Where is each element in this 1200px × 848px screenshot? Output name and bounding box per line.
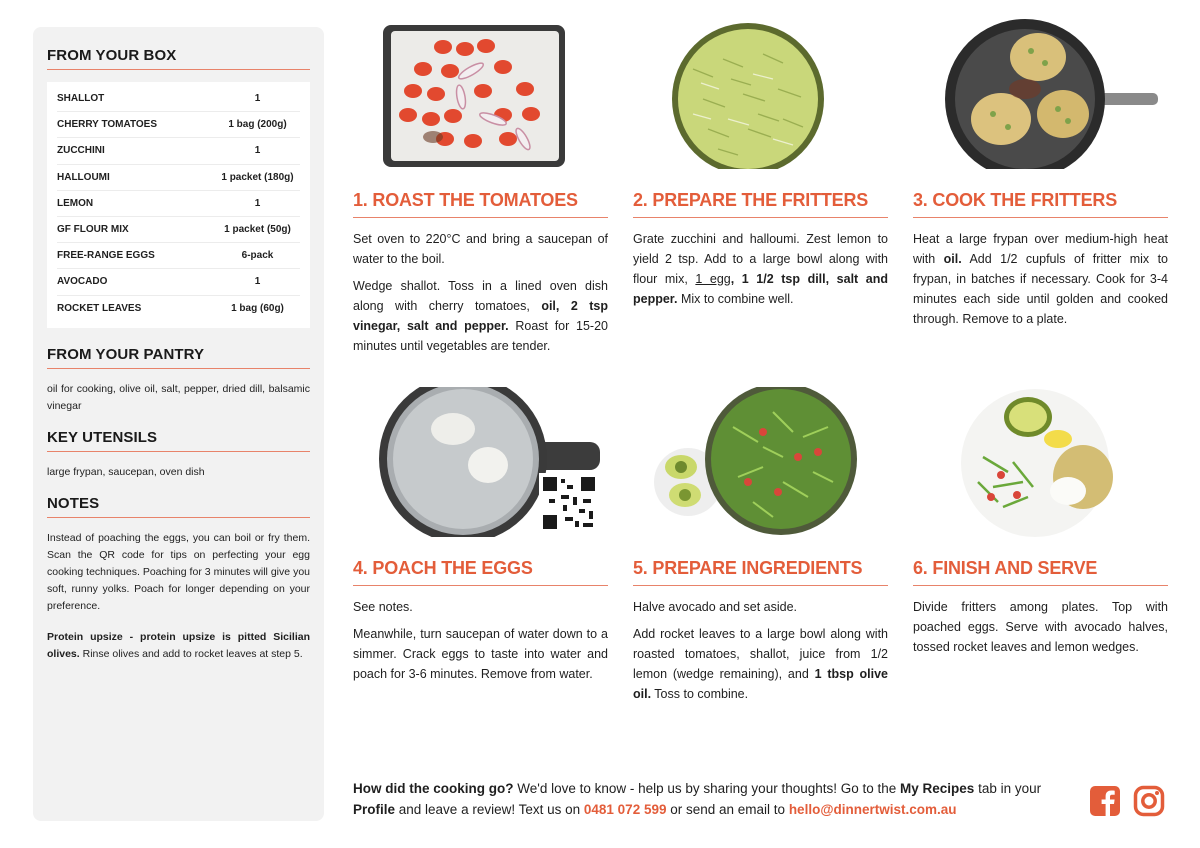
pantry-heading: FROM YOUR PANTRY: [47, 346, 310, 369]
ingredient-row: [57, 296, 300, 322]
step-5-text-c: Toss to combine.: [651, 687, 749, 701]
step-3-text-a: Heat a large frypan over medium-high heat with: [913, 232, 1168, 266]
profile-text: Profile: [353, 802, 396, 817]
ingredient-qty: 1: [254, 276, 261, 288]
step-3-title: 3. COOK THE FRITTERS: [913, 190, 1168, 218]
ingredient-qty: 1: [254, 93, 261, 105]
ingredient-row: [57, 112, 300, 138]
instagram-icon[interactable]: [1133, 785, 1165, 817]
ingredient-row: [57, 191, 300, 217]
finish-serve-image: [913, 387, 1168, 537]
roast-tomatoes-image: [353, 19, 608, 169]
step-6-title: 6. FINISH AND SERVE: [913, 558, 1168, 586]
pantry-text: oil for cooking, olive oil, salt, pepper, dried dill, balsamic vinegar: [47, 382, 310, 412]
protein-upsize-bold: Protein upsize - protein upsize is pitted Sicilian olives.: [47, 630, 310, 660]
step-2-text-c: Mix to combine well.: [677, 292, 794, 306]
ingredient-row: [57, 86, 300, 112]
notes-text: Instead of poaching the eggs, you can boil or fry them. Scan the QR code for tips on perfecting your egg cooking techniques. Poaching for 3 minutes will give you soft, runny yolks. Poach for longer depending on your preference.: [47, 531, 310, 612]
step-2-text: [633, 229, 888, 309]
ingredients-table: [47, 82, 310, 328]
step-3-text-bold: oil.: [943, 252, 962, 266]
ingredient-row: [57, 217, 300, 243]
step-5-title: 5. PREPARE INGREDIENTS: [633, 558, 888, 586]
step-1-text-2: [353, 276, 608, 356]
footer-question: How did the cooking go?: [353, 781, 514, 796]
ingredient-qty: 1: [254, 197, 261, 209]
step-1-text-c: Roast for 15-20 minutes until vegetables are tender.: [353, 319, 608, 353]
utensils-text: large frypan, saucepan, oven dish: [47, 465, 205, 478]
ingredient-name: SHALLOT: [57, 93, 105, 105]
notes-heading: NOTES: [47, 495, 310, 518]
step-2: [633, 19, 888, 309]
step-2-text-egg: 1 egg: [695, 272, 731, 286]
step-2-text-a: Grate zucchini and halloumi. Zest lemon to yield 2 tsp. Add to a large bowl along with flour mix,: [633, 232, 888, 286]
ingredient-row: [57, 269, 300, 295]
ingredient-name: HALLOUMI: [57, 171, 110, 183]
ingredient-qty: 1 bag (60g): [231, 303, 284, 315]
phone-link[interactable]: 0481 072 599: [583, 802, 667, 817]
ingredient-row: [57, 138, 300, 164]
ingredient-row: [57, 165, 300, 191]
step-1-text: Set oven to 220°C and bring a saucepan of water to the boil.: [353, 232, 608, 266]
footer-text-2: tab in your: [974, 781, 1042, 796]
step-3: [913, 19, 1168, 329]
social-links: [1089, 785, 1165, 817]
ingredients-sidebar: [33, 27, 324, 821]
step-1: [353, 19, 608, 356]
cook-fritters-image: [913, 19, 1168, 169]
ingredient-name: CHERRY TOMATOES: [57, 119, 158, 131]
step-6-text: Divide fritters among plates. Top with poached eggs. Serve with avocado halves, tossed rocket leaves and lemon wedges.: [913, 600, 1168, 654]
ingredient-qty: 1 bag (200g): [228, 119, 287, 131]
my-recipes-text: My Recipes: [900, 781, 975, 796]
ingredient-name: ROCKET LEAVES: [57, 303, 142, 315]
step-5-text-a: Add rocket leaves to a large bowl along with roasted tomatoes, shallot, juice from 1/2 lemon (wedge remaining), and: [633, 627, 888, 681]
ingredient-name: LEMON: [57, 197, 94, 209]
ingredient-name: AVOCADO: [57, 276, 108, 288]
step-1-text-a: Wedge shallot. Toss in a lined oven dish along with cherry tomatoes,: [353, 279, 608, 313]
footer-text-3: and leave a review! Text us on: [395, 802, 584, 817]
facebook-icon[interactable]: [1089, 785, 1121, 817]
step-3-text: [913, 229, 1168, 329]
step-3-text-c: Add 1/2 cupfuls of fritter mix to frypan, in batches if necessary. Cook for 3-4 minutes each side until golden and cooked through. Remove to a plate.: [913, 252, 1168, 326]
ingredient-row: [57, 243, 300, 269]
poach-eggs-image: [353, 387, 608, 537]
ingredient-qty: 1 packet (50g): [224, 224, 291, 236]
ingredient-qty: 1 packet (180g): [221, 171, 294, 183]
footer-text-1: We'd love to know - help us by sharing your thoughts! Go to the: [513, 781, 901, 796]
email-link[interactable]: hello@dinnertwist.com.au: [788, 802, 957, 817]
step-5-text: Halve avocado and set aside.: [633, 600, 797, 614]
step-5-text-bold: 1 tbsp olive oil.: [633, 667, 888, 701]
ingredient-name: FREE-RANGE EGGS: [57, 250, 155, 262]
step-2-title: 2. PREPARE THE FRITTERS: [633, 190, 888, 218]
step-4-title: 4. POACH THE EGGS: [353, 558, 608, 586]
prepare-ingredients-image: [633, 387, 888, 537]
from-your-box-heading: FROM YOUR BOX: [47, 47, 310, 70]
prepare-fritters-image: [633, 19, 888, 169]
ingredient-name: ZUCCHINI: [57, 145, 105, 157]
ingredient-qty: 1: [254, 145, 261, 157]
ingredient-qty: 6-pack: [241, 250, 274, 262]
step-5: [633, 387, 888, 704]
protein-upsize-rest: Rinse olives and add to rocket leaves at step 5.: [79, 647, 303, 660]
step-1-text-bold: oil, 2 tsp vinegar, salt and pepper.: [353, 299, 609, 333]
protein-upsize-note: [47, 629, 310, 663]
step-4-text: See notes.: [353, 600, 413, 614]
utensils-heading: KEY UTENSILS: [47, 429, 310, 452]
step-6: [913, 387, 1168, 657]
step-4: [353, 387, 608, 684]
footer-text-4: or send an email to: [666, 802, 789, 817]
step-2-text-bold: , 1 1/2 tsp dill, salt and pepper.: [633, 272, 888, 306]
ingredient-name: GF FLOUR MIX: [57, 224, 129, 236]
feedback-footer: [353, 778, 1078, 820]
step-5-text-2: [633, 624, 888, 704]
step-4-text-2: Meanwhile, turn saucepan of water down to a simmer. Crack eggs to taste into water and poach for 3-6 minutes. Remove from water.: [353, 627, 608, 681]
step-1-title: 1. ROAST THE TOMATOES: [353, 190, 608, 218]
